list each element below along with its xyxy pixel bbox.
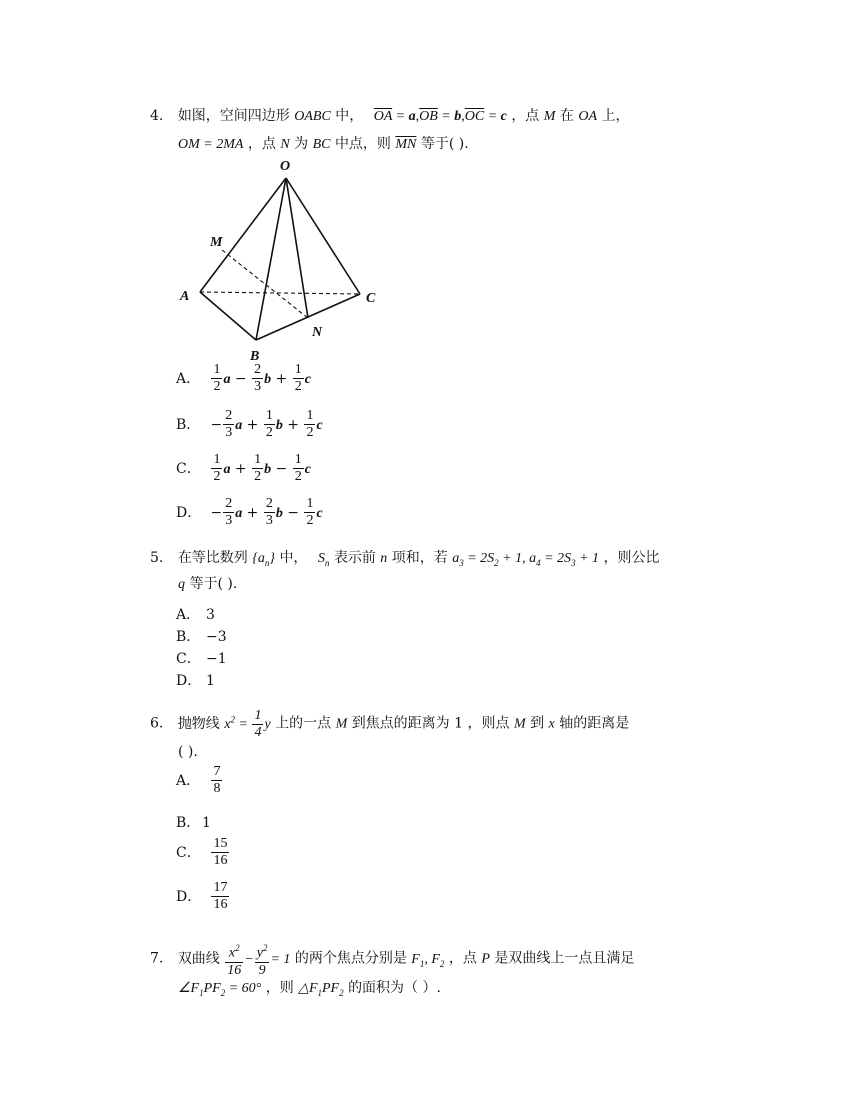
q7-number: 7. [150,950,164,967]
q6-number: 6. [150,715,164,732]
q7-line2 [178,978,441,1003]
q7-text: 的面积为（ ）. [348,980,441,996]
q4-text: ，点 [247,136,276,152]
fig-label-b: B [250,349,260,364]
q7-p: P [481,951,490,967]
q5-sn: $S_n$ [317,551,330,568]
fig-label-a: A [180,289,190,304]
option-label: A． [176,607,201,623]
option-text: 1 [202,815,211,831]
option-label: C． [176,460,201,477]
q5-text: 等于( ). [189,576,238,592]
q4-text: ，点 [511,108,540,124]
q4-option-c[interactable] [176,452,311,485]
q5-n: n [380,551,388,566]
option-label: B． [176,416,201,433]
q4-segment-oa: OA [578,109,598,124]
q4-text: 在 [559,108,574,124]
option-text: 1 [206,673,215,689]
q4-text: 如图，空间四边形 [177,108,290,124]
option-fraction: $\frac{15}{16}$ [213,836,228,868]
q7-angle: $\angle F_1PF_2 = 60^\circ$ [178,981,262,998]
q5-text: 表示前 [333,550,376,566]
option-fraction: $\frac{17}{16}$ [213,880,228,912]
option-label: A． [176,370,201,387]
q4-text: 等于( ). [420,136,469,152]
q5-text: 在等比数列 [177,550,248,566]
fig-label-o: O [280,159,291,174]
q4-text: 中， [335,108,364,124]
q5-option-d[interactable] [176,672,215,690]
q4-point-n: N [280,137,290,152]
q4-option-b[interactable] [176,408,323,441]
q6-m: M [513,716,526,732]
q4-option-d[interactable] [176,496,323,529]
q6-x: x [548,716,555,732]
q7-foci: $F_1$, $F_2$ [411,951,445,969]
q6-line1 [150,708,629,741]
q6-line2: ( ). [178,744,198,760]
q6-text: ，则点 [467,715,510,732]
option-text: 3 [206,607,215,623]
q6-option-c[interactable] [176,836,230,869]
option-label: B． [176,815,201,831]
q4-number: 4. [150,108,164,124]
q5-sequence: $\{a_n\}$ [252,551,275,568]
q5-q: q [178,577,185,592]
q5-number: 5. [150,550,164,566]
option-math: $\frac{1}{2}$ a + $\frac{1}{2}$ b − $\frac{1}{2}$ c [213,452,311,484]
option-label: B． [176,629,201,645]
tetrahedron-figure [170,154,390,364]
option-text: −3 [206,629,227,645]
q6-option-b[interactable] [176,814,211,832]
q7-text: 双曲线 [177,950,220,967]
option-math: − $\frac{2}{3}$ a + $\frac{1}{2}$ b + $\frac{1}{2}$ c [210,408,323,440]
q6-text: 到焦点的距离为 [351,715,450,732]
q6-one: 1 [454,715,464,732]
q7-line1 [150,940,634,979]
q4-segment-bc: BC [312,137,331,152]
option-fraction: $\frac{7}{8}$ [213,764,221,796]
option-label: A． [176,772,201,789]
q6-text: 到 [530,715,545,732]
q5-text: ，则公比 [603,550,660,566]
option-text: −1 [206,651,227,667]
q7-text: 的两个焦点分别是 [294,950,407,967]
option-label: D． [176,504,202,521]
q4-vector-equation: $\overline{OA} = a,\overline{OB} = b,\overline{OC} = c$ [373,109,507,124]
q5-condition: $a_3 = 2S_2 + 1$, $a_4 = 2S_3 + 1$ [452,551,600,568]
q4-line2 [178,134,469,155]
q7-text: ，则 [265,980,294,996]
option-label: C． [176,844,201,861]
q4-quad: OABC [294,109,331,124]
q6-option-a[interactable] [176,764,223,797]
option-label: D． [176,888,202,905]
q6-m: M [335,716,348,732]
q4-text: 为 [294,136,309,152]
q5-text: 项和，若 [391,550,448,566]
q6-option-d[interactable] [176,880,230,913]
option-label: D． [176,673,202,689]
q5-line1 [150,548,659,573]
option-math: $\frac{1}{2}$ a − $\frac{2}{3}$ b + $\frac{1}{2}$ c [213,362,311,394]
q4-text: 上， [601,108,630,124]
q6-text: 抛物线 [177,715,220,732]
fig-label-m: M [210,235,223,250]
fig-label-n: N [312,325,323,340]
q4-vector-mn: $\overline{MN}$ [395,137,417,152]
q4-option-a[interactable] [176,362,311,395]
q7-triangle: $\triangle F_1PF_2$ [298,981,344,998]
q5-line2 [178,574,237,595]
q7-text: ，点 [448,950,477,967]
q6-equation: $x^2$ = $\frac{1}{4}$ y [224,708,271,740]
option-math: − $\frac{2}{3}$ a + $\frac{2}{3}$ b − $\frac{1}{2}$ c [210,496,323,528]
option-label: C． [176,651,201,667]
q5-option-b[interactable] [176,628,227,646]
q4-om-equation: OM = 2MA [178,137,244,152]
q5-option-c[interactable] [176,650,227,668]
q5-text: 中， [279,550,308,566]
q7-equation: $\frac{x^2}{16}$ − $\frac{y^2}{9}$ = 1 [224,952,290,967]
q4-text: 中点，则 [334,136,391,152]
q5-option-a[interactable] [176,606,215,624]
q6-text: 轴的距离是 [559,715,630,732]
q4-line1 [150,106,629,127]
q7-text: 是双曲线上一点且满足 [494,950,635,967]
fig-label-c: C [366,291,376,306]
q4-point-m: M [543,109,556,124]
q6-text: 上的一点 [275,715,332,732]
